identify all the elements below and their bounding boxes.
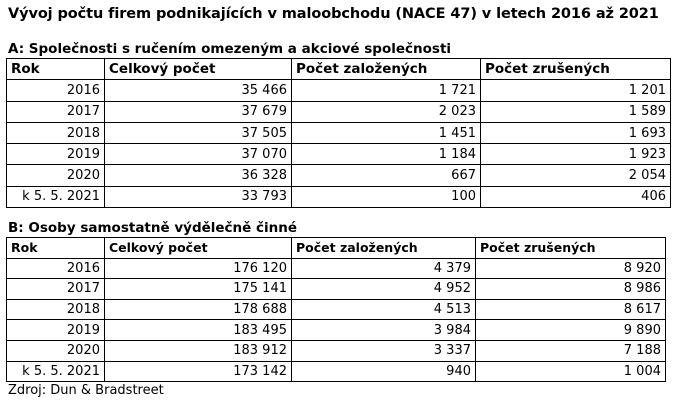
cell-year: 2019 <box>7 144 105 165</box>
cell-year: 2017 <box>7 279 105 300</box>
section-b-title: B: Osoby samostatně výdělečně činné <box>8 220 298 236</box>
table-row <box>7 340 666 361</box>
column-header-total: Celkový počet <box>105 59 292 80</box>
table-b <box>6 237 666 382</box>
cell-total: 175 141 <box>105 279 292 300</box>
table-row <box>7 144 671 165</box>
cell-year: 2018 <box>7 299 105 320</box>
table-row <box>7 299 666 320</box>
table-header-row <box>7 59 671 80</box>
table-row <box>7 258 666 279</box>
cell-total: 33 793 <box>105 186 292 207</box>
cell-total: 35 466 <box>105 80 292 101</box>
cell-founded: 4 952 <box>292 279 476 300</box>
cell-founded: 3 984 <box>292 320 476 341</box>
cell-dissolved: 1 004 <box>476 361 666 382</box>
cell-founded: 1 721 <box>292 80 481 101</box>
cell-year: 2020 <box>7 165 105 186</box>
table-row <box>7 165 671 186</box>
cell-year: 2016 <box>7 80 105 101</box>
source-note: Zdroj: Dun & Bradstreet <box>8 383 164 398</box>
table-header-row <box>7 238 666 259</box>
table-row <box>7 80 671 101</box>
table-row <box>7 186 671 207</box>
cell-total: 37 505 <box>105 122 292 143</box>
table-row <box>7 101 671 122</box>
cell-founded: 667 <box>292 165 481 186</box>
page-title: Vývoj počtu firem podnikajících v maloobchodu (NACE 47) v letech 2016 až 2021 <box>8 6 659 22</box>
cell-dissolved: 8 920 <box>476 258 666 279</box>
table-row <box>7 320 666 341</box>
cell-total: 183 495 <box>105 320 292 341</box>
cell-founded: 4 513 <box>292 299 476 320</box>
cell-total: 36 328 <box>105 165 292 186</box>
table-a <box>6 58 671 208</box>
table-body <box>7 80 671 208</box>
cell-dissolved: 1 589 <box>481 101 671 122</box>
cell-dissolved: 8 986 <box>476 279 666 300</box>
column-header-founded: Počet založených <box>292 238 476 259</box>
cell-dissolved: 406 <box>481 186 671 207</box>
column-header-total: Celkový počet <box>105 238 292 259</box>
cell-year: k 5. 5. 2021 <box>7 186 105 207</box>
column-header-dissolved: Počet zrušených <box>481 59 671 80</box>
cell-year: 2018 <box>7 122 105 143</box>
table-row <box>7 361 666 382</box>
cell-founded: 1 184 <box>292 144 481 165</box>
cell-dissolved: 2 054 <box>481 165 671 186</box>
column-header-dissolved: Počet zrušených <box>476 238 666 259</box>
cell-total: 178 688 <box>105 299 292 320</box>
column-header-year: Rok <box>7 59 105 80</box>
cell-year: 2019 <box>7 320 105 341</box>
cell-year: 2017 <box>7 101 105 122</box>
column-header-year: Rok <box>7 238 105 259</box>
table-body <box>7 258 666 382</box>
cell-founded: 4 379 <box>292 258 476 279</box>
cell-year: 2016 <box>7 258 105 279</box>
cell-year: k 5. 5. 2021 <box>7 361 105 382</box>
section-a-title: A: Společnosti s ručením omezeným a akciové společnosti <box>8 41 452 57</box>
cell-total: 37 070 <box>105 144 292 165</box>
cell-dissolved: 8 617 <box>476 299 666 320</box>
cell-dissolved: 1 923 <box>481 144 671 165</box>
cell-founded: 3 337 <box>292 340 476 361</box>
cell-total: 183 912 <box>105 340 292 361</box>
cell-founded: 1 451 <box>292 122 481 143</box>
cell-founded: 940 <box>292 361 476 382</box>
cell-total: 173 142 <box>105 361 292 382</box>
cell-dissolved: 7 188 <box>476 340 666 361</box>
cell-founded: 100 <box>292 186 481 207</box>
table-row <box>7 122 671 143</box>
cell-total: 176 120 <box>105 258 292 279</box>
cell-founded: 2 023 <box>292 101 481 122</box>
cell-year: 2020 <box>7 340 105 361</box>
column-header-founded: Počet založených <box>292 59 481 80</box>
table-row <box>7 279 666 300</box>
cell-total: 37 679 <box>105 101 292 122</box>
cell-dissolved: 1 693 <box>481 122 671 143</box>
cell-dissolved: 9 890 <box>476 320 666 341</box>
cell-dissolved: 1 201 <box>481 80 671 101</box>
